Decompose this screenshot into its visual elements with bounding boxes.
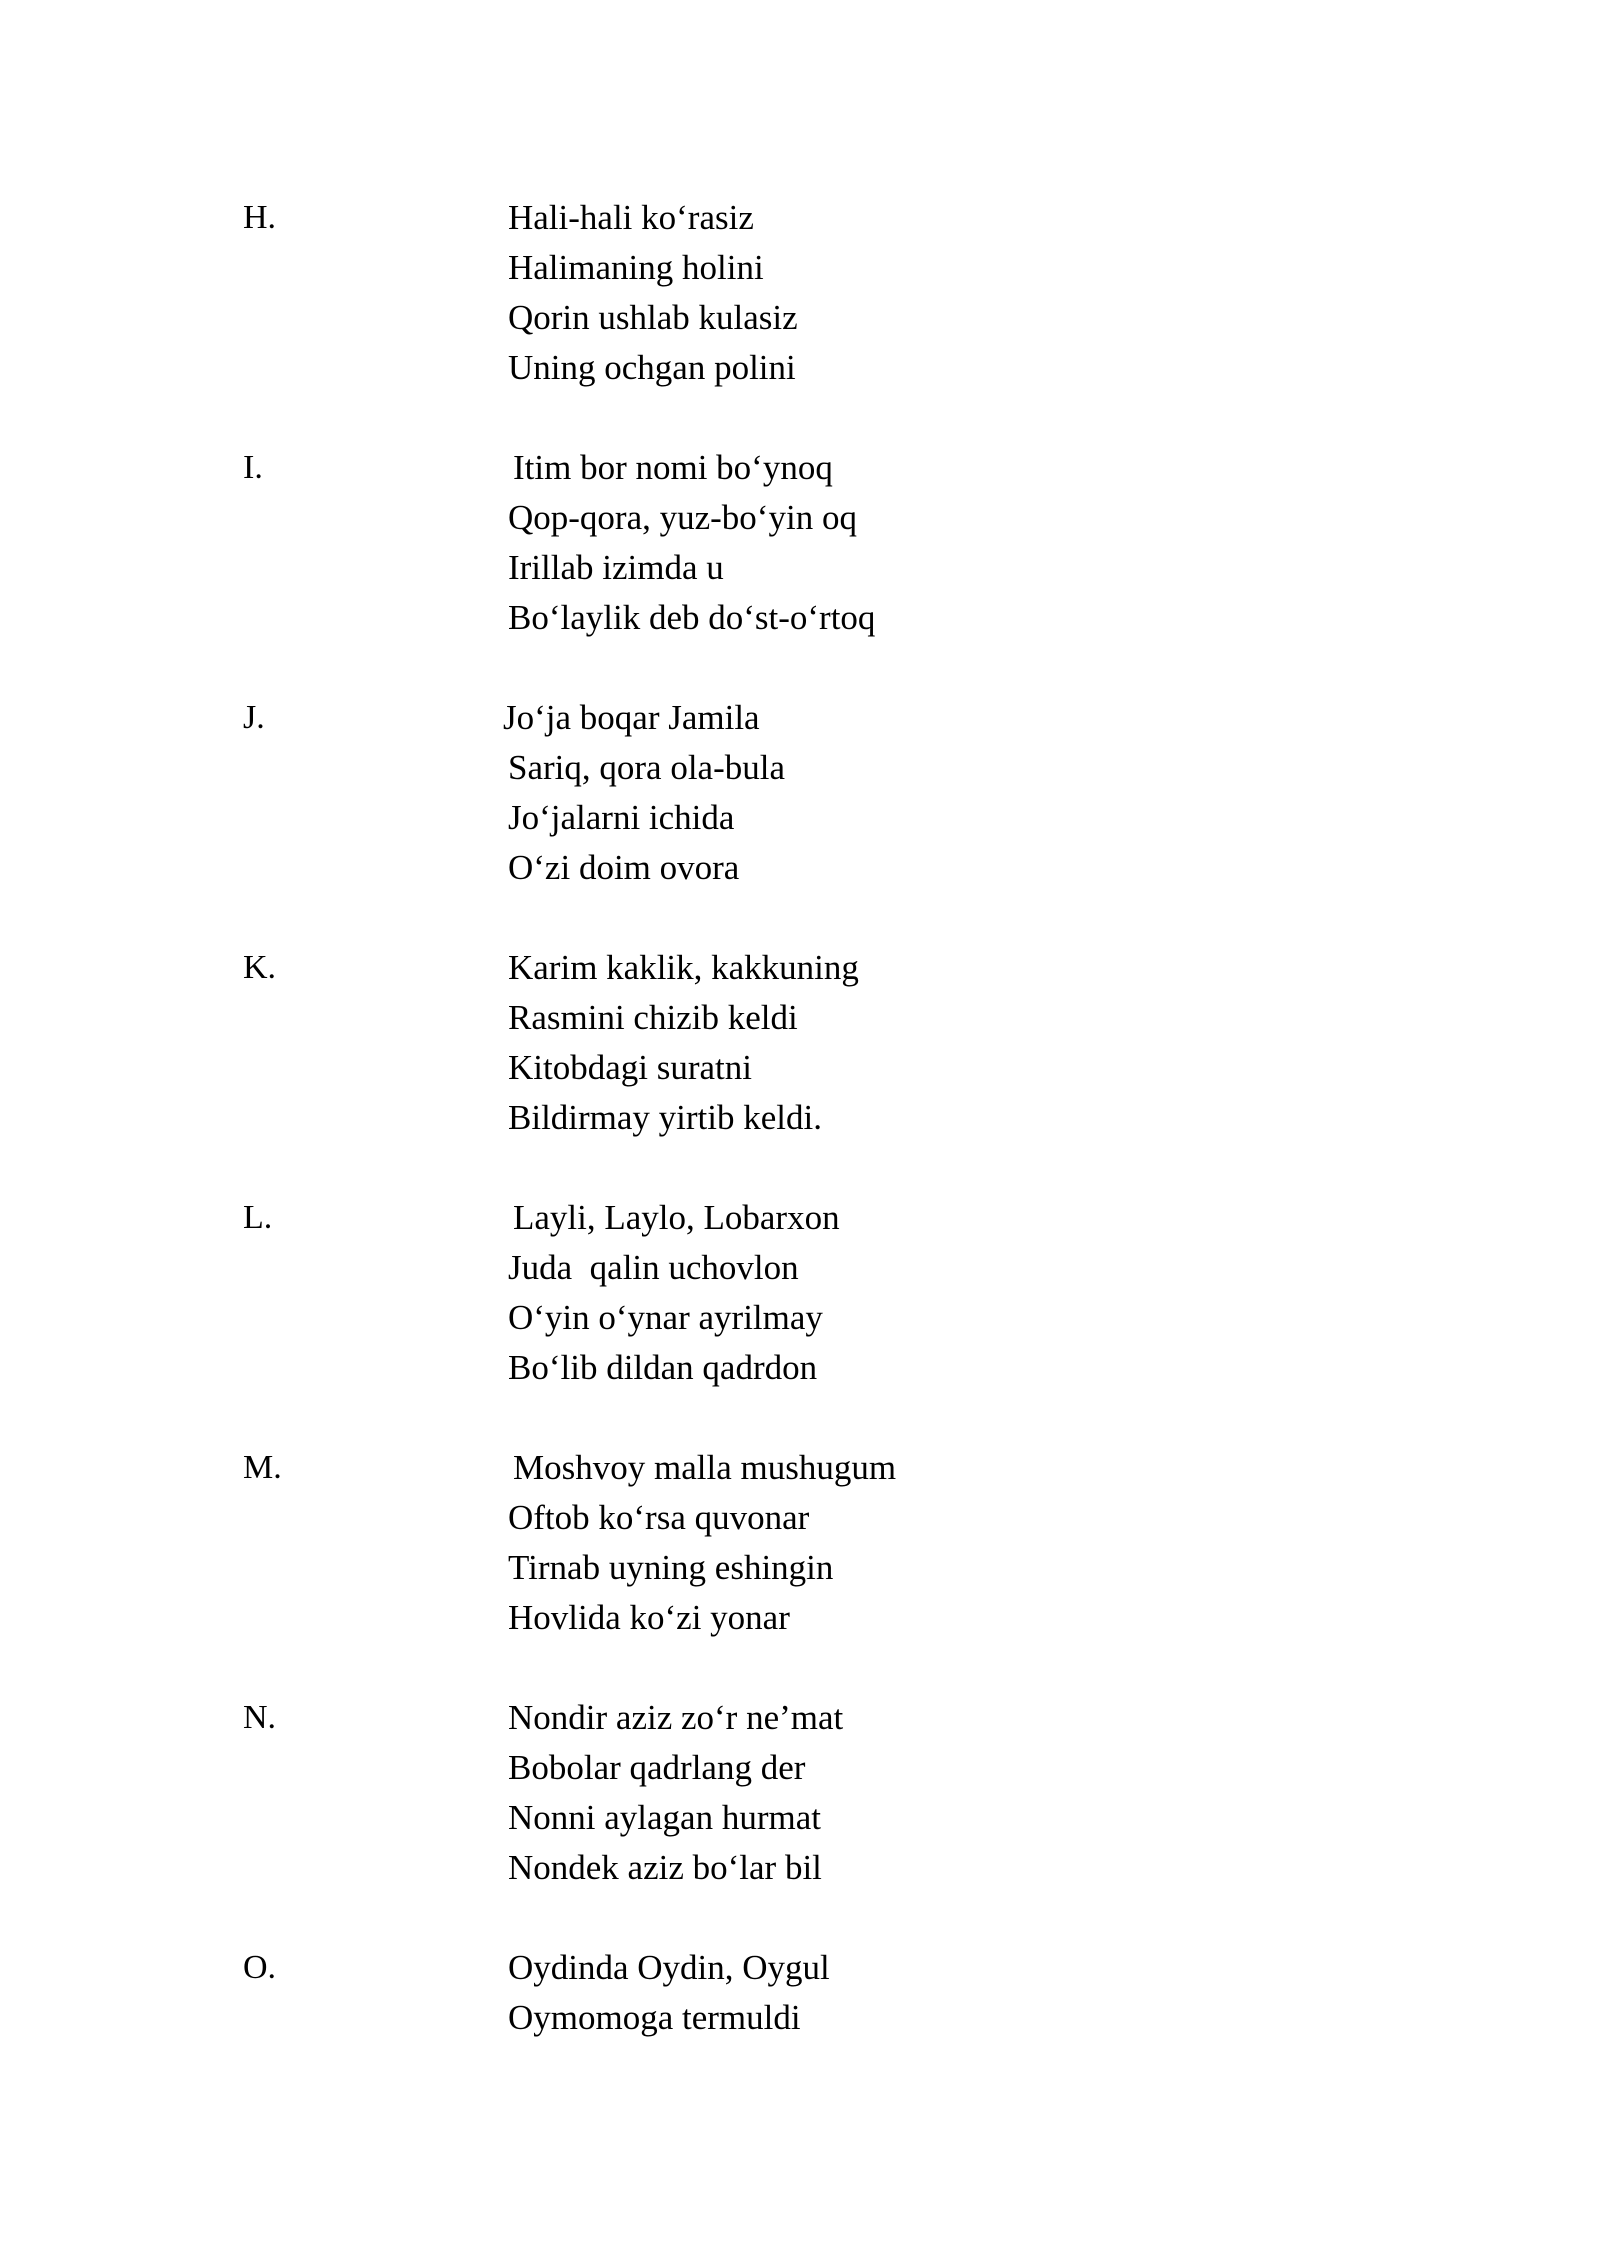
poem-line: Jo‘jalarni ichida	[508, 798, 735, 837]
stanza-letter: O.	[243, 1949, 277, 1986]
poem-line: Bobolar qadrlang der	[508, 1748, 806, 1787]
stanza-lines	[508, 1443, 897, 1643]
poem-line: Itim bor nomi bo‘ynoq	[513, 448, 833, 487]
poem-line: O‘zi doim ovora	[508, 848, 740, 887]
poem-line: Halimaning holini	[508, 248, 764, 287]
poem-line: Bo‘lib dildan qadrdon	[508, 1348, 818, 1387]
stanza-lines	[508, 1943, 830, 2043]
poem-line: Oftob ko‘rsa quvonar	[508, 1498, 810, 1537]
stanza-letter: J.	[243, 699, 265, 736]
stanza-letter: M.	[243, 1449, 282, 1486]
poem-line: Oymomoga termuldi	[508, 1998, 801, 2037]
poem-line: Jo‘ja boqar Jamila	[503, 698, 760, 737]
poem-line: Juda qalin uchovlon	[508, 1248, 799, 1287]
poem-line: Layli, Laylo, Lobarxon	[513, 1198, 840, 1237]
poem-line: Tirnab uyning eshingin	[508, 1548, 834, 1587]
poem-line: Qorin ushlab kulasiz	[508, 298, 798, 337]
poem-line: Nondir aziz zo‘r ne’mat	[508, 1698, 844, 1737]
stanza-lines	[508, 943, 859, 1143]
poem-line: Irillab izimda u	[508, 548, 724, 587]
stanza-lines	[508, 193, 798, 393]
stanza-letter: I.	[243, 449, 263, 486]
poem-line: Kitobdagi suratni	[508, 1048, 752, 1087]
poem-line: Hali-hali ko‘rasiz	[508, 198, 754, 237]
poem-line: Qop-qora, yuz-bo‘yin oq	[508, 498, 857, 537]
stanza-letter: K.	[243, 949, 277, 986]
poem-line: O‘yin o‘ynar ayrilmay	[508, 1298, 823, 1337]
poem-line: Nonni aylagan hurmat	[508, 1798, 821, 1837]
stanza-letter: H.	[243, 199, 277, 236]
poem-line: Hovlida ko‘zi yonar	[508, 1598, 790, 1637]
stanza-letter: L.	[243, 1199, 273, 1236]
poem-line: Nondek aziz bo‘lar bil	[508, 1848, 822, 1887]
poem-line: Uning ochgan polini	[508, 348, 796, 387]
poem-line: Rasmini chizib keldi	[508, 998, 798, 1037]
stanza-lines	[508, 443, 875, 643]
stanza-lines	[508, 1193, 840, 1393]
poem-line: Oydinda Oydin, Oygul	[508, 1948, 830, 1987]
stanza-lines	[508, 1693, 843, 1893]
poem-line: Bildirmay yirtib keldi.	[508, 1098, 822, 1137]
poem-line: Moshvoy malla mushugum	[513, 1448, 897, 1487]
poem-line: Bo‘laylik deb do‘st-o‘rtoq	[508, 598, 876, 637]
poem-line: Karim kaklik, kakkuning	[508, 948, 859, 987]
poem-line: Sariq, qora ola-bula	[508, 748, 785, 787]
stanza-lines	[503, 693, 785, 893]
stanza-letter: N.	[243, 1699, 277, 1736]
